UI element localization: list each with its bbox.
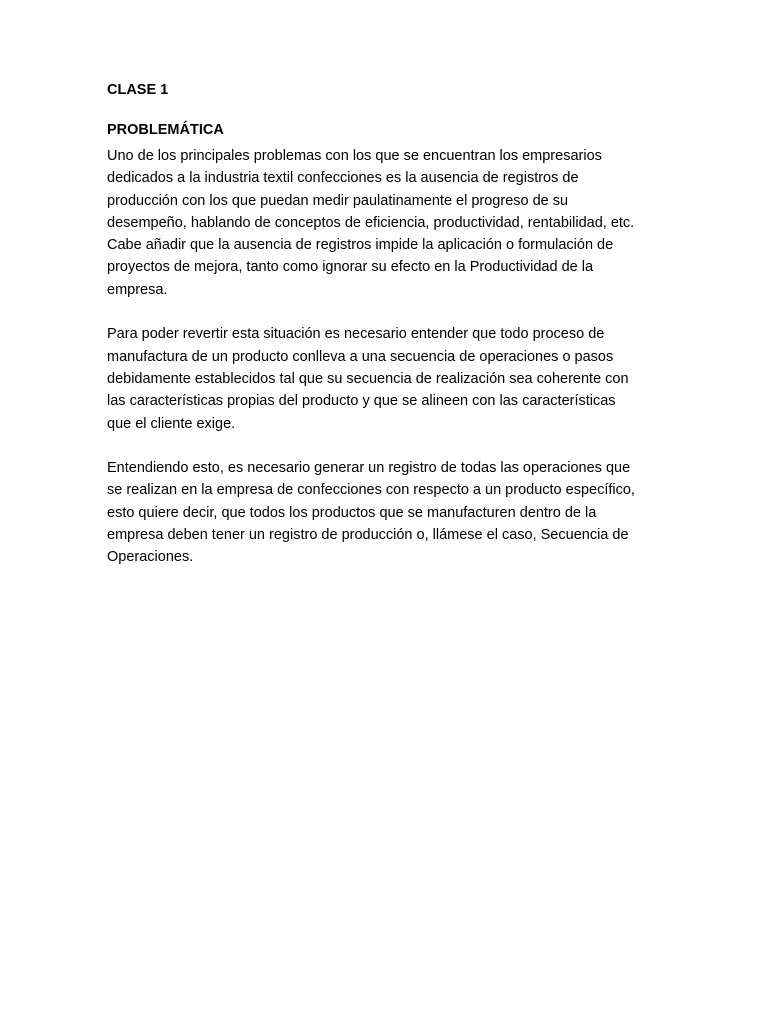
paragraph-line: manufactura de un producto conlleva a una secuencia de operaciones o pasos <box>107 348 614 365</box>
paragraph-line: Uno de los principales problemas con los que se encuentran los empresarios <box>107 148 602 164</box>
paragraph-line: Operaciones. <box>107 549 194 566</box>
paragraph-line: dedicados a la industria textil confecciones es la ausencia de registros de <box>107 170 579 187</box>
paragraph-line: empresa deben tener un registro de producción o, llámese el caso, Secuencia de <box>107 527 629 544</box>
paragraph-line: desempeño, hablando de conceptos de eficiencia, productividad, rentabilidad, etc. <box>107 214 635 231</box>
paragraph-line: Entendiendo esto, es necesario generar un registro de todas las operaciones que <box>107 460 631 477</box>
paragraph-line: Cabe añadir que la ausencia de registros impide la aplicación o formulación de <box>107 237 614 254</box>
paragraph-line: se realizan en la empresa de confecciones con respecto a un producto específico, <box>107 482 635 499</box>
paragraph-1 <box>107 145 667 301</box>
document-body <box>107 79 667 591</box>
paragraph-line: Para poder revertir esta situación es necesario entender que todo proceso de <box>107 326 605 343</box>
paragraph-line: empresa. <box>107 281 168 298</box>
paragraph-line: producción con los que puedan medir paulatinamente el progreso de su <box>107 192 569 209</box>
paragraph-line: proyectos de mejora, tanto como ignorar su efecto en la Productividad de la <box>107 259 594 276</box>
document-title: CLASE 1 <box>107 82 169 98</box>
paragraph-line: las características propias del producto y que se alineen con las características <box>107 393 616 410</box>
paragraph-line: debidamente establecidos tal que su secuencia de realización sea coherente con <box>107 370 629 387</box>
paragraph-2 <box>107 323 667 434</box>
paragraph-line: que el cliente exige. <box>107 415 236 432</box>
paragraph-line: esto quiere decir, que todos los productos que se manufacturen dentro de la <box>107 504 597 521</box>
paragraph-3 <box>107 457 667 568</box>
section-heading: PROBLEMÁTICA <box>107 122 224 138</box>
